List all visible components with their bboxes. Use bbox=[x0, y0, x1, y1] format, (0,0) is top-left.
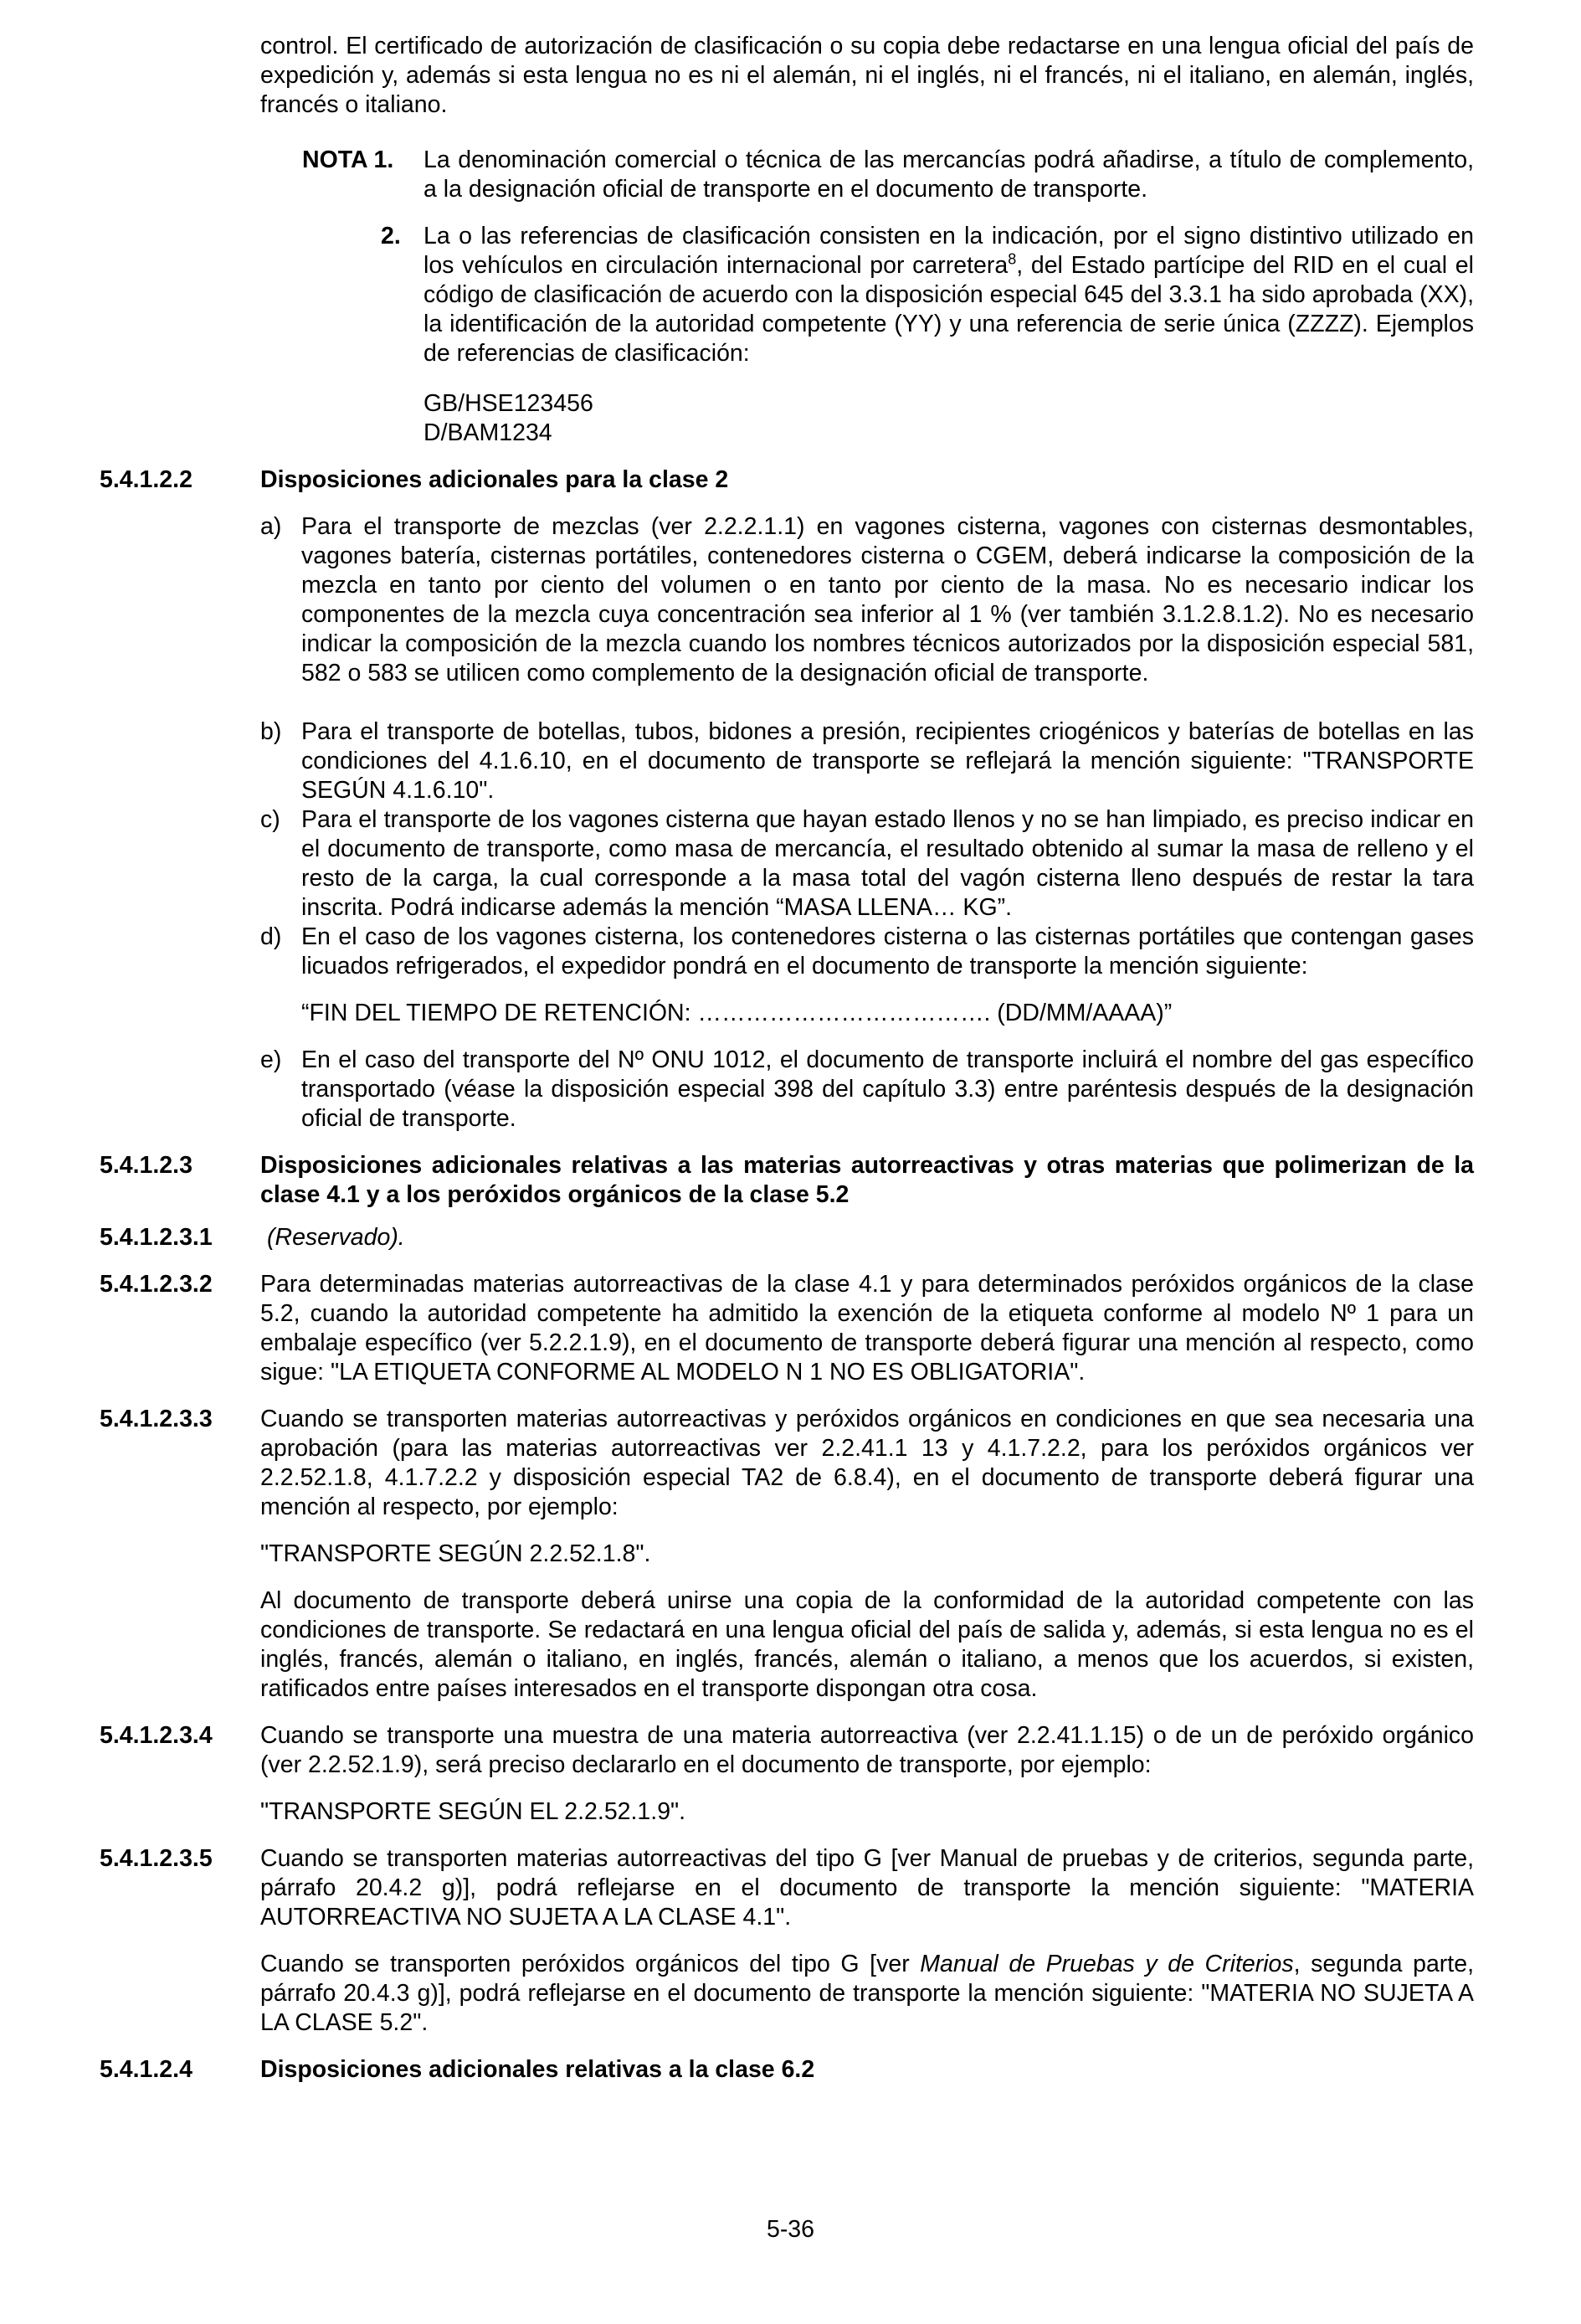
intro-paragraph bbox=[260, 32, 1474, 120]
list-letter: a) bbox=[260, 513, 282, 540]
list-letter: b) bbox=[260, 718, 282, 745]
section-number: 5.4.1.2.3.1 bbox=[100, 1224, 213, 1251]
section-number: 5.4.1.2.2 bbox=[100, 466, 192, 493]
section-paragraph: Para determinadas materias autorreactivas de la clase 4.1 y para determinados peróxidos orgánicos de la clase 5.2, cuando la autoridad competente ha admitido la exención de la etiqueta conforme al modelo Nº 1 para un embalaje específico (ver 5.2.2.1.9), en el documento de transporte deberá figurar una mención al respecto, como sigue: "LA ETIQUETA CONFORME AL MODELO N 1 NO ES OBLIGATORIA". bbox=[260, 1271, 1474, 1386]
example-ref-1: GB/HSE123456 bbox=[423, 390, 593, 417]
note-1-text: La denominación comercial o técnica de las mercancías podrá añadirse, a título de complemento, a la designación oficial de transporte en el documento de transporte. bbox=[423, 147, 1474, 203]
list-letter: c) bbox=[260, 806, 280, 833]
section-number: 5.4.1.2.4 bbox=[100, 2056, 192, 2083]
list-item: Para el transporte de botellas, tubos, bidones a presión, recipientes criogénicos y baterías de botellas en las condiciones del 4.1.6.10, en el documento de transporte se reflejará la mención siguiente: "TRANSPORTE SEGÚN 4.1.6.10". bbox=[301, 718, 1474, 804]
section-title: Disposiciones adicionales para la clase 2 bbox=[260, 466, 729, 493]
quote-transport: "TRANSPORTE SEGÚN EL 2.2.52.1.9". bbox=[260, 1798, 686, 1825]
section-paragraph: Cuando se transporten materias autorreactivas y peróxidos orgánicos en condiciones en que sea necesaria una aprobación (para las materias autorreactivas ver 2.2.41.1 13 y 4.1.7.2.2, para los peróxidos orgánicos ver 2.2.52.1.8, 4.1.7.2.2 y disposición especial TA2 de 6.8.4), en el documento de transporte deberá figurar una mención al respecto, por ejemplo: bbox=[260, 1406, 1474, 1520]
list-item: Para el transporte de los vagones cisterna que hayan estado llenos y no se han limpiado, es preciso indicar en el documento de transporte, como masa de mercancía, el resultado obtenido al sumar la masa de relleno y el resto de la carga, la cual corresponde a la masa total del vagón cisterna lleno después de restar la tara inscrita. Podrá indicarse además la mención “MASA LLENA… KG”. bbox=[301, 806, 1474, 921]
reserved-text: (Reservado). bbox=[267, 1224, 405, 1251]
list-letter: e) bbox=[260, 1046, 282, 1073]
section-number: 5.4.1.2.3.3 bbox=[100, 1406, 213, 1432]
section-paragraph: Cuando se transporten peróxidos orgánicos del tipo G [ver Manual de Pruebas y de Criterios, segunda parte, párrafo 20.4.3 g)], podrá reflejarse en el documento de transporte la mención siguiente: "MATERIA NO SUJETA A LA CLASE 5.2". bbox=[260, 1951, 1474, 2036]
section-number: 5.4.1.2.3.2 bbox=[100, 1271, 213, 1298]
list-item: En el caso de los vagones cisterna, los contenedores cisterna o las cisternas portátiles que contengan gases licuados refrigerados, el expedidor pondrá en el documento de transporte la mención siguiente: bbox=[301, 923, 1474, 979]
note-1-label: NOTA 1. bbox=[302, 147, 394, 173]
section-number: 5.4.1.2.3.5 bbox=[100, 1845, 213, 1872]
section-title: Disposiciones adicionales relativas a la clase 6.2 bbox=[260, 2056, 815, 2083]
footnote-ref: 8 bbox=[1008, 250, 1017, 268]
quote-retention: “FIN DEL TIEMPO DE RETENCIÓN: ………………………………. (DD/MM/AAAA)” bbox=[301, 1000, 1173, 1026]
list-item: Para el transporte de mezclas (ver 2.2.2.1.1) en vagones cisterna, vagones con cisternas desmontables, vagones batería, cisternas portátiles, contenedores cisterna o CGEM, deberá indicarse la composición de la mezcla en tanto por ciento del volumen o en tanto por ciento de la masa. No es necesario indicar los componentes de la mezcla cuya concentración sea inferior al 1 % (ver también 3.1.2.8.1.2). No es necesario indicar la composición de la mezcla cuando los nombres técnicos autorizados por la disposición especial 581, 582 o 583 se utilicen como complemento de la designación oficial de transporte. bbox=[301, 513, 1474, 686]
list-item: En el caso del transporte del Nº ONU 1012, el documento de transporte incluirá el nombre del gas específico transportado (véase la disposición especial 398 del capítulo 3.3) entre paréntesis después de la designación oficial de transporte. bbox=[301, 1046, 1474, 1132]
example-ref-2: D/BAM1234 bbox=[423, 419, 552, 446]
section-paragraph: Cuando se transporte una muestra de una materia autorreactiva (ver 2.2.41.1.15) o de un de peróxido orgánico (ver 2.2.52.1.9), será preciso declararlo en el documento de transporte, por ejemplo: bbox=[260, 1722, 1474, 1778]
section-paragraph: Al documento de transporte deberá unirse una copia de la conformidad de la autoridad competente con las condiciones de transporte. Se redactará en una lengua oficial del país de salida y, además, si esta lengua no es el inglés, francés, alemán o italiano, en inglés, francés, alemán o italiano, a menos que los acuerdos, si existen, ratificados entre países interesados en el transporte dispongan otra cosa. bbox=[260, 1587, 1474, 1702]
section-title: Disposiciones adicionales relativas a las materias autorreactivas y otras materias que polimerizan de la clase 4.1 y a los peróxidos orgánicos de la clase 5.2 bbox=[260, 1152, 1474, 1208]
list-letter: d) bbox=[260, 923, 282, 950]
section-number: 5.4.1.2.3 bbox=[100, 1152, 192, 1179]
section-number: 5.4.1.2.3.4 bbox=[100, 1722, 213, 1749]
note-2-text: La o las referencias de clasificación consisten en la indicación, por el signo distintivo utilizado en los vehículos en circulación internacional por carretera$^8$, del Estado partícipe del RID en el cual el código de clasificación de acuerdo con la disposición especial 645 del 3.3.1 ha sido aprobada (XX), la identificación de la autoridad competente (YY) y una referencia de serie única (ZZZZ). Ejemplos de referencias de clasificación: bbox=[423, 223, 1474, 367]
quote-transport: "TRANSPORTE SEGÚN 2.2.52.1.8". bbox=[260, 1540, 651, 1567]
intro-text: control. El certificado de autorización de clasificación o su copia debe redactarse en una lengua oficial del país de expedición y, además si esta lengua no es ni el alemán, ni el inglés, ni el francés, ni el italiano, en alemán, inglés, francés o italiano. bbox=[260, 33, 1474, 118]
page-number: 5-36 bbox=[766, 2216, 815, 2243]
section-paragraph: Cuando se transporten materias autorreactivas del tipo G [ver Manual de pruebas y de criterios, segunda parte, párrafo 20.4.2 g)], podrá reflejarse en el documento de transporte la mención siguiente: "MATERIA AUTORREACTIVA NO SUJETA A LA CLASE 4.1". bbox=[260, 1845, 1474, 1931]
note-2-label: 2. bbox=[381, 223, 401, 249]
